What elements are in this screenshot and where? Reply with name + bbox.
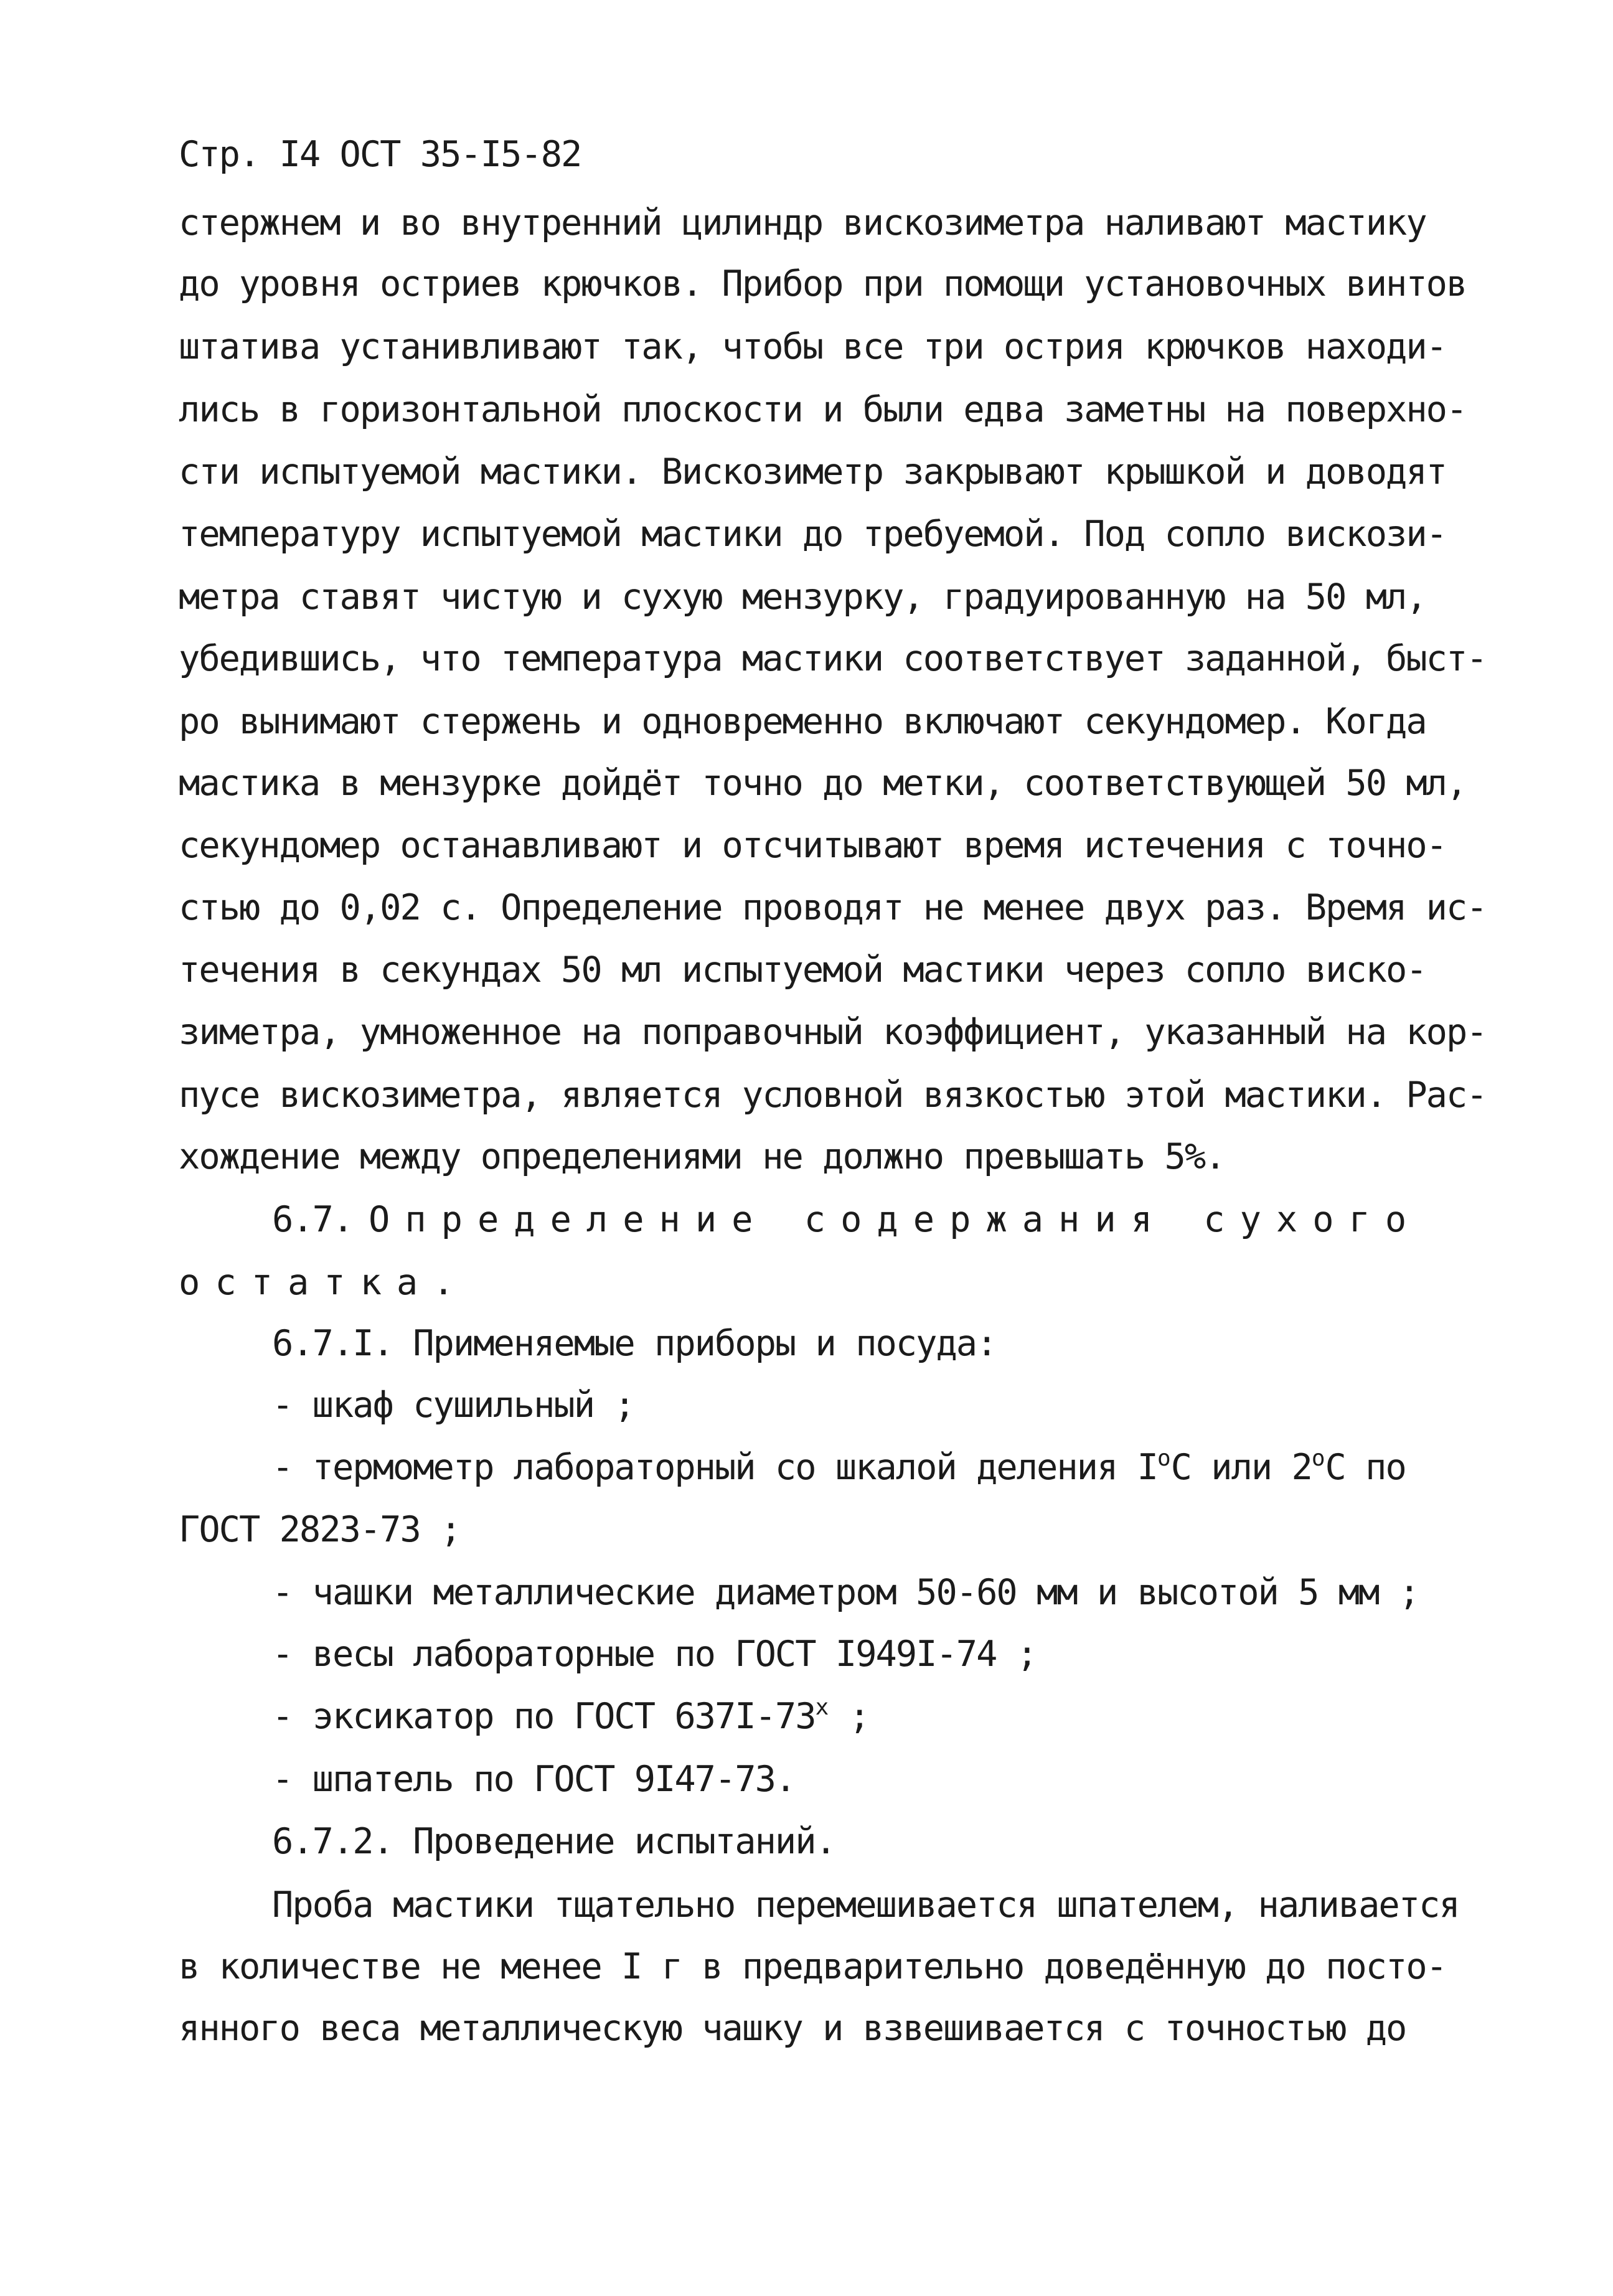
list-item-text: ; [829,1696,869,1737]
text-line: в количестве не менее I г в предварительно доведённую до посто- [179,1946,1446,1987]
section-title-continued: остатка. [179,1262,469,1303]
text-line: штатива устанивливают так, чтобы все три острия крючков находи- [179,326,1446,367]
text-line: сти испытуемой мастики. Вискозиметр закрывают крышкой и доводят [179,451,1446,492]
text-line: мастика в мензурке дойдёт точно до метки, соответствующей 50 мл, [179,763,1467,804]
degree-mark: о [1311,1446,1325,1471]
section-title: Определение содержания сухого [369,1199,1422,1240]
text-line: янного веса металлическую чашку и взвешивается с точностью до [179,2008,1406,2049]
subsection-heading: 6.7.2. Проведение испытаний. [272,1821,835,1862]
list-item-text: - термометр лабораторный со шкалой деления I [272,1447,1157,1488]
text-line: Проба мастики тщательно перемешивается шпателем, наливается [272,1884,1459,1926]
degree-mark: о [1157,1446,1171,1471]
text-line: стержнем и во внутренний цилиндр вискозиметра наливают мастику [179,202,1426,243]
list-item [272,1695,869,1737]
list-item-continued: ГОСТ 2823-73 ; [179,1509,461,1550]
page-header: Стр. I4 ОСТ 35-I5-82 [179,134,581,175]
list-item-text: С по [1325,1447,1406,1488]
list-item: - шпатель по ГОСТ 9I47-73. [272,1759,796,1800]
list-item [272,1446,1406,1488]
text-line: до уровня остриев крючков. Прибор при помощи установочных винтов [179,263,1467,304]
section-number: 6.7. [272,1199,353,1240]
list-item: - чашки металлические диаметром 50-60 мм и высотой 5 мм ; [272,1572,1419,1613]
text-line: течения в секундах 50 мл испытуемой мастики через сопло виско- [179,949,1426,990]
footnote-mark: х [815,1695,829,1720]
text-line: ро вынимают стержень и одновременно включают секундомер. Когда [179,701,1426,742]
text-line: секундомер останавливают и отсчитывают время истечения с точно- [179,825,1446,866]
list-item-text: С или 2 [1170,1447,1312,1488]
text-line: хождение между определениями не должно превышать 5%. [179,1136,1225,1177]
text-line: убедившись, что температура мастики соответствует заданной, быст- [179,638,1487,679]
text-line: температуру испытуемой мастики до требуемой. Под сопло вискози- [179,514,1446,555]
text-line: стью до 0,02 с. Определение проводят не менее двух раз. Время ис- [179,887,1487,928]
list-item-text: - эксикатор по ГОСТ 637I-73 [272,1696,816,1737]
list-item: - весы лабораторные по ГОСТ I949I-74 ; [272,1634,1037,1675]
list-item: - шкаф сушильный ; [272,1385,634,1426]
subsection-heading: 6.7.I. Применяемые приборы и посуда: [272,1323,997,1364]
text-line: лись в горизонтальной плоскости и были едва заметны на поверхно- [179,389,1467,430]
text-line: пусе вискозиметра, является условной вязкостью этой мастики. Рас- [179,1075,1487,1116]
text-line: зиметра, умноженное на поправочный коэффициент, указанный на кор- [179,1012,1487,1053]
text-line: метра ставят чистую и сухую мензурку, градуированную на 50 мл, [179,576,1426,618]
